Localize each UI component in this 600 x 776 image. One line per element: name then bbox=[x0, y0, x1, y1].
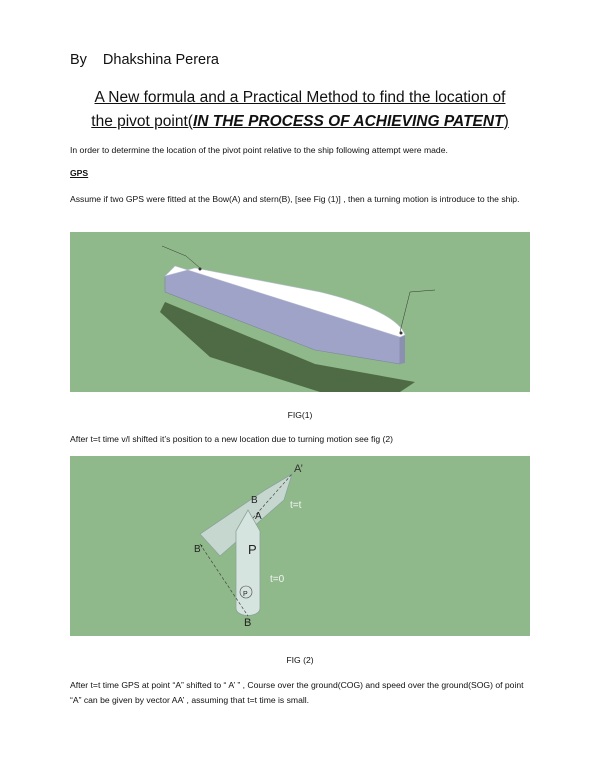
paragraph-gps-assumption: Assume if two GPS were fitted at the Bow(A) and stern(B), [see Fig (1)] , then a turning motion is introduce to the ship. bbox=[70, 194, 520, 204]
gps-stern-marker bbox=[199, 268, 202, 271]
figure-1-ship-image bbox=[70, 232, 530, 392]
title-line-2 bbox=[60, 110, 540, 134]
ship-upright bbox=[236, 510, 260, 616]
author-name: Dhakshina Perera bbox=[102, 52, 219, 68]
intro-paragraph: In order to determine the location of the pivot point relative to the ship following attempt were made. bbox=[70, 145, 448, 155]
label-t-equals-0: t=0 bbox=[270, 574, 285, 585]
title-line-1: A New formula and a Practical Method to find the location of bbox=[94, 89, 506, 106]
label-p-mid: P bbox=[248, 542, 257, 557]
gps-bow-leader bbox=[400, 290, 435, 332]
document-title bbox=[60, 86, 540, 134]
figure-1-caption: FIG(1) bbox=[287, 410, 313, 420]
label-a: A bbox=[255, 511, 262, 522]
ship-hull-end bbox=[400, 335, 405, 364]
gps-bow-marker bbox=[400, 332, 403, 335]
figure-2-turning-diagram bbox=[70, 456, 530, 636]
label-b: B bbox=[251, 495, 258, 506]
title-emphasis: IN THE PROCESS OF ACHIEVING PATENT bbox=[192, 113, 504, 130]
label-a-prime: A’ bbox=[294, 463, 303, 475]
author-prefix: By bbox=[70, 52, 87, 68]
paragraph-shift: After t=t time v/l shifted it’s position to a new location due to turning motion see fig (2) bbox=[70, 434, 393, 444]
title-line-2-start: the pivot point( bbox=[91, 113, 193, 130]
title-line-2-end: ) bbox=[503, 113, 509, 130]
label-b-prime: B’ bbox=[194, 544, 203, 555]
section-heading-gps: GPS bbox=[70, 168, 89, 178]
paragraph-cog-sog: After t=t time GPS at point “A” shifted to “ A’ ” , Course over the ground(COG) and speed over the ground(SOG) of point “A” can be given by vector AA’ , assuming that t=t time is small. bbox=[70, 680, 524, 705]
label-t-equals-t: t=t bbox=[290, 500, 302, 511]
figure-2-caption: FIG (2) bbox=[286, 655, 314, 665]
label-p-low: P bbox=[243, 591, 248, 598]
label-b-bottom: B bbox=[244, 617, 252, 629]
gps-stern-leader bbox=[162, 246, 200, 268]
author-line bbox=[70, 52, 219, 68]
